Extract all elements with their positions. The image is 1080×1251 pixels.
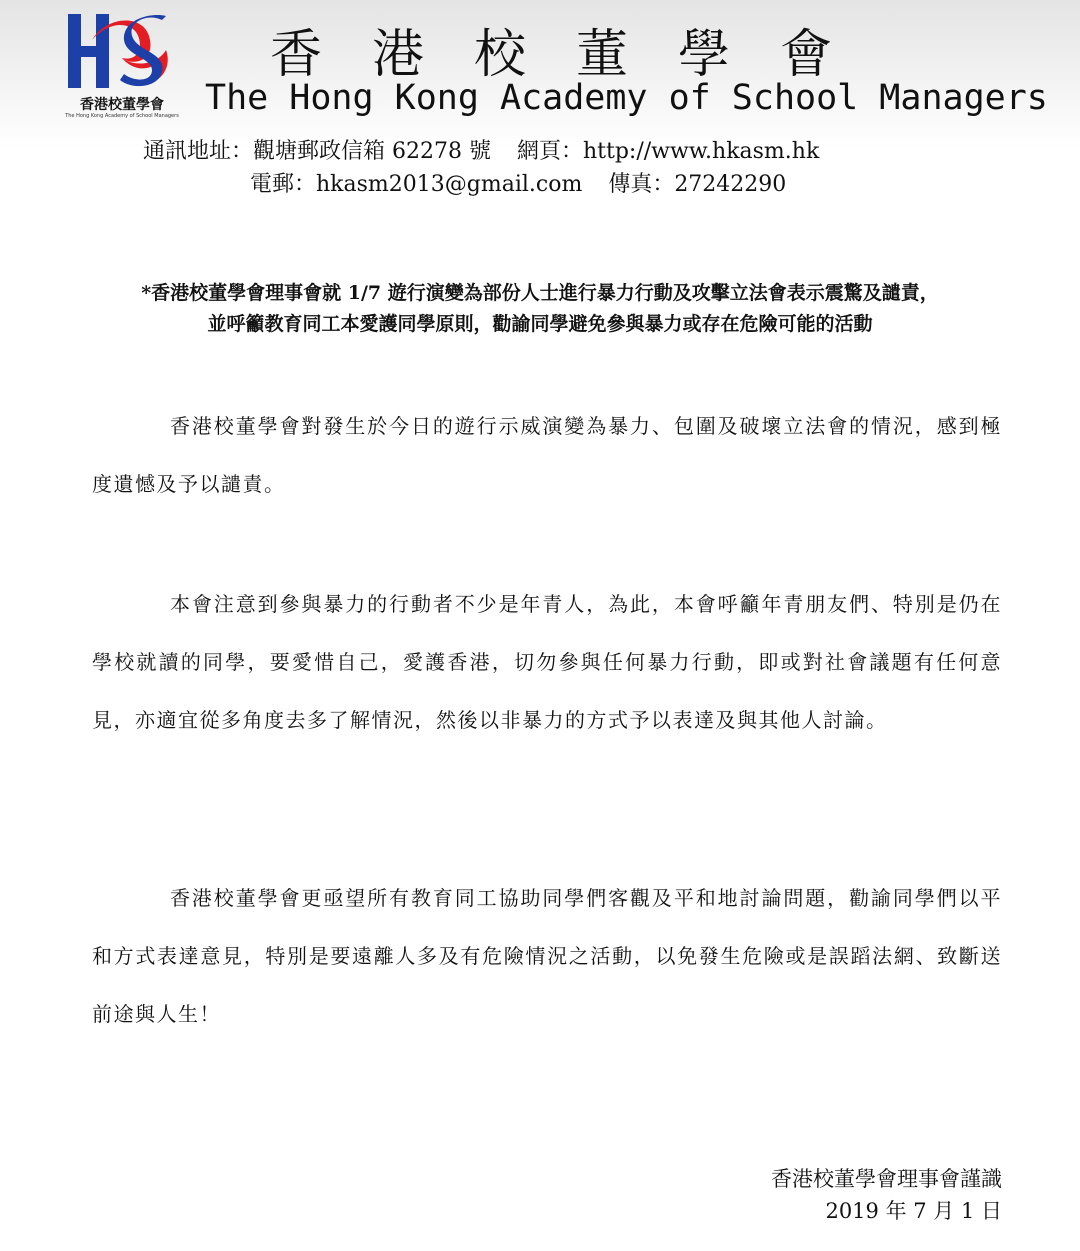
signer: 香港校董學會理事會謹識: [771, 1167, 1002, 1191]
logo-english-name: The Hong Kong Academy of School Managers: [65, 113, 179, 119]
statement-date: 2019 年 7 月 1 日: [825, 1199, 1002, 1223]
headline-line-1: *香港校董學會理事會就 1/7 遊行演變為部份人士進行暴力行動及攻擊立法會表示震驚及譴責，: [141, 282, 939, 304]
logo-chinese-name: 香港校董學會: [80, 97, 164, 113]
signature-block: [771, 1163, 1002, 1227]
fax-number: 傳真：27242290: [608, 172, 787, 197]
contact-line-2: [250, 167, 786, 198]
contact-line-1: [143, 134, 819, 165]
hks-logo-mark: [62, 10, 182, 94]
logo-letter-h-bar: [68, 46, 109, 57]
body-paragraph-3: 香港校董學會更亟望所有教育同工協助同學們客觀及平和地討論問題，勸諭同學們以平和方式表達意見，特別是要遠離人多及有危險情況之活動，以免發生危險或是誤蹈法網、致斷送前途與人生！: [92, 886, 1002, 1026]
statement-headline: [60, 278, 1020, 340]
body-paragraph-1: 香港校董學會對發生於今日的遊行示威演變為暴力、包圍及破壞立法會的情況，感到極度遺憾及予以譴責。: [92, 414, 1002, 496]
headline-line-2: 並呼籲教育同工本愛護同學原則，勸諭同學避免參與暴力或存在危險可能的活動: [207, 313, 873, 335]
organization-name-chinese: 香港校董學會: [270, 25, 883, 85]
organization-logo: [62, 10, 182, 122]
body-paragraph-2: 本會注意到參與暴力的行動者不少是年青人，為此，本會呼籲年青朋友們、特別是仍在學校就讀的同學，要愛惜自己，愛護香港，切勿參與任何暴力行動，即或對社會議題有任何意見，亦適宜從多角度去多了解情況，然後以非暴力的方式予以表達及與其他人討論。: [92, 592, 1002, 732]
email: 電郵：hkasm2013@gmail.com: [250, 172, 583, 197]
postal-address: 通訊地址：觀塘郵政信箱 62278 號: [143, 139, 491, 164]
website: 網頁：http://www.hkasm.hk: [516, 139, 820, 164]
organization-name-english: The Hong Kong Academy of School Managers: [205, 78, 1048, 118]
